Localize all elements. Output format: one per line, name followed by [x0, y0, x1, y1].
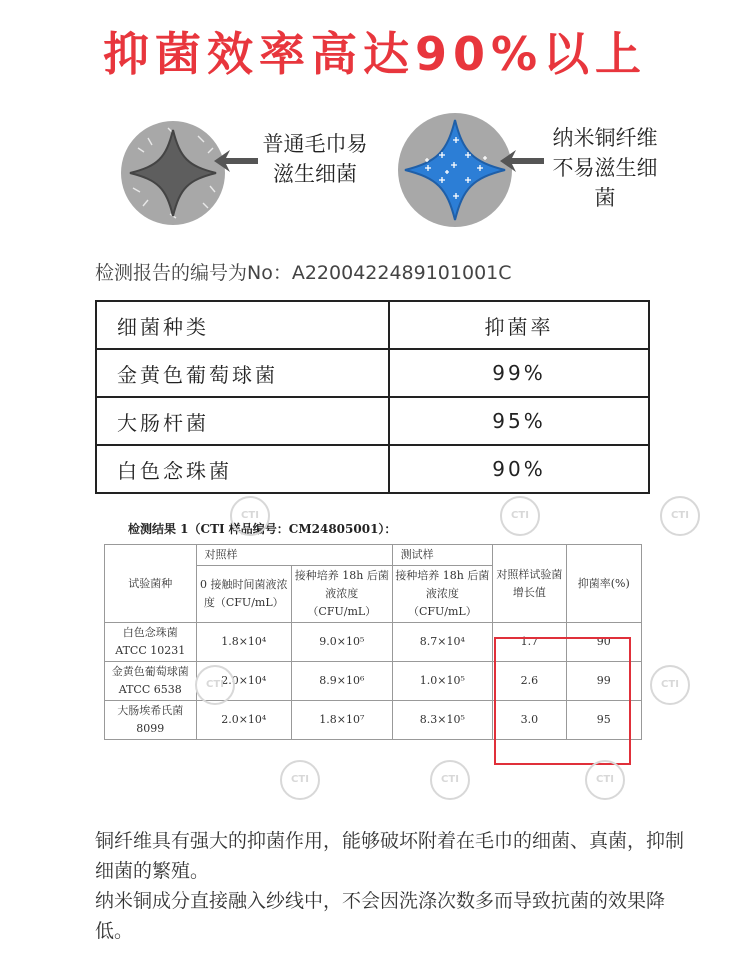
headline: 抑菌效率高达90%以上: [102, 27, 648, 81]
arrow-left-icon: [500, 150, 544, 172]
table-row: [96, 349, 649, 397]
highlight-box: [494, 637, 631, 765]
header-rate: 抑菌率: [389, 301, 649, 349]
cert-t18: 8.7×10⁴: [392, 623, 493, 662]
cert-t18: 1.0×10⁵: [392, 662, 493, 701]
watermark: CTI: [230, 496, 270, 536]
normal-caption-line2: 滋生细菌: [273, 162, 357, 186]
arrow-left-icon: [214, 150, 258, 172]
cert-rate: 90: [566, 623, 641, 662]
normal-caption-line1: 普通毛巾易: [262, 132, 368, 156]
cert-header-rate: 抑菌率(%): [566, 545, 641, 623]
cert-c0: 2.0×10⁴: [196, 701, 292, 740]
cert-header-test: 测试样: [392, 545, 493, 566]
report-number: 检测报告的编号为No：A2200422489101001C: [95, 262, 512, 284]
cert-species: 白色念珠菌 ATCC 10231: [105, 623, 197, 662]
copper-fiber-icon: [395, 110, 515, 230]
species-cell: 白色念珠菌: [96, 445, 389, 493]
cert-header-test-18h: 接种培养 18h 后菌液浓度（CFU/mL）: [392, 566, 493, 623]
rate-cell: 95%: [389, 397, 649, 445]
header-species: 细菌种类: [96, 301, 389, 349]
cert-header-growth: 对照样试验菌增长值: [493, 545, 566, 623]
cert-rate: 95: [566, 701, 641, 740]
cert-t18: 8.3×10⁵: [392, 701, 493, 740]
cert-header-control-18h: 接种培养 18h 后菌液浓度（CFU/mL）: [292, 566, 393, 623]
test-certificate-excerpt: [104, 520, 644, 770]
watermark: CTI: [430, 760, 470, 800]
cert-c0: 1.8×10⁴: [196, 623, 292, 662]
cert-species: 金黄色葡萄球菌 ATCC 6538: [105, 662, 197, 701]
certificate-title: 检测结果 1（CTI 样品编号：CM24805001）：: [128, 522, 397, 536]
watermark: CTI: [500, 496, 540, 536]
description-paragraph-2: 纳米铜成分直接融入纱线中，不会因洗涤次数多而导致抗菌的效果降低。: [95, 890, 666, 942]
species-cell: 大肠杆菌: [96, 397, 389, 445]
cert-species: 大肠埃希氏菌 8099: [105, 701, 197, 740]
cert-c18: 1.8×10⁷: [292, 701, 393, 740]
antibacterial-rate-table: [95, 300, 650, 494]
table-row: [96, 445, 649, 493]
cert-rate: 99: [566, 662, 641, 701]
cert-c18: 8.9×10⁶: [292, 662, 393, 701]
rate-cell: 90%: [389, 445, 649, 493]
cert-c18: 9.0×10⁵: [292, 623, 393, 662]
copper-caption-line2: 不易滋生细: [552, 156, 658, 180]
watermark: CTI: [650, 665, 690, 705]
species-cell: 金黄色葡萄球菌: [96, 349, 389, 397]
cert-header-control-0h: 0 接触时间菌液浓度（CFU/mL）: [196, 566, 292, 623]
description-paragraph-1: 铜纤维具有强大的抑菌作用，能够破坏附着在毛巾的细菌、真菌，抑制细菌的繁殖。: [95, 830, 685, 882]
copper-caption-line1: 纳米铜纤维: [552, 126, 658, 150]
cert-header-species: 试验菌种: [105, 545, 197, 623]
cert-growth: 3.0: [493, 701, 566, 740]
normal-towel-bacteria-icon: [118, 118, 228, 228]
watermark: CTI: [195, 665, 235, 705]
cert-growth: 1.7: [493, 623, 566, 662]
table-header-row: [96, 301, 649, 349]
cert-growth: 2.6: [493, 662, 566, 701]
copper-fiber-caption: [540, 123, 670, 213]
copper-caption-line3: 菌: [594, 186, 616, 210]
watermark: CTI: [660, 496, 700, 536]
normal-towel-caption: [255, 129, 375, 189]
rate-cell: 99%: [389, 349, 649, 397]
watermark: CTI: [280, 760, 320, 800]
watermark: CTI: [585, 760, 625, 800]
cert-header-control: 对照样: [196, 545, 392, 566]
table-row: [96, 397, 649, 445]
cert-c0: 2.0×10⁴: [196, 662, 292, 701]
